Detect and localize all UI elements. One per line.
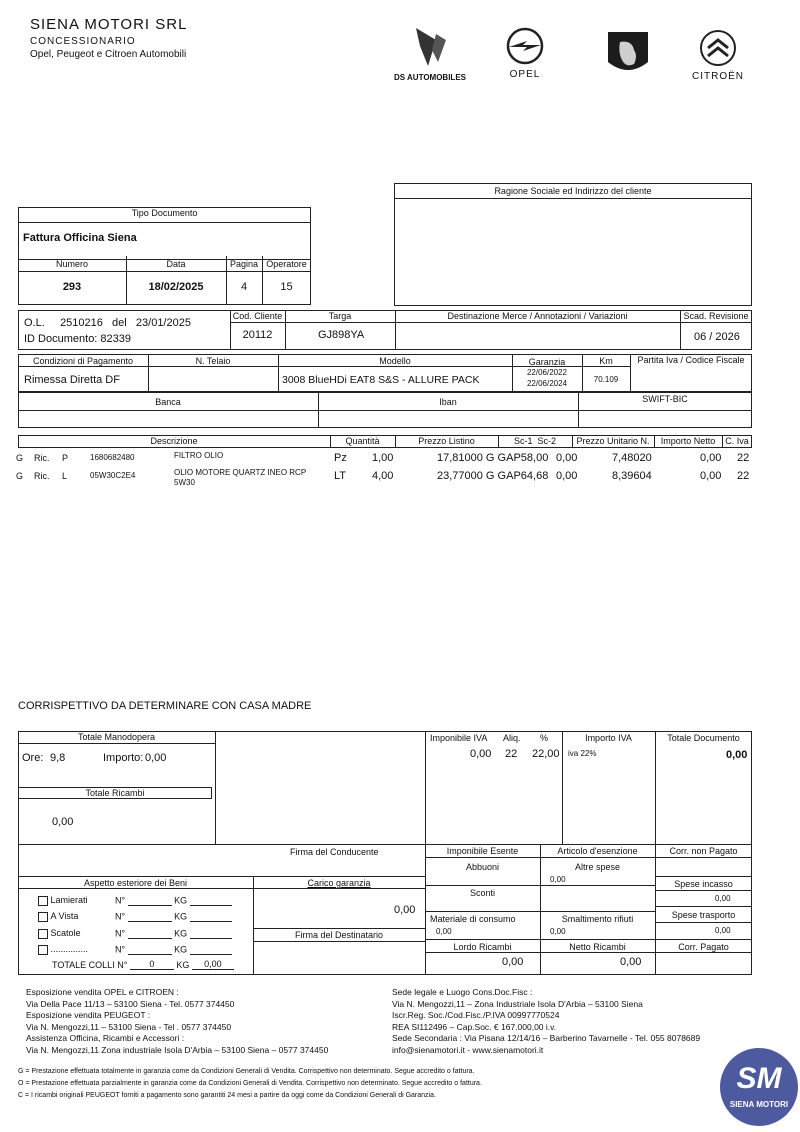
- opel-logo: [490, 26, 560, 80]
- totale-documento-label: Totale Documento: [667, 733, 740, 743]
- cod-cliente-label: Cod. Cliente: [232, 311, 283, 321]
- ds-logo: [385, 26, 475, 82]
- col-importo-netto: Importo Netto: [660, 436, 716, 446]
- item-desc: FILTRO OLIO: [174, 451, 224, 460]
- swift-label: SWIFT-BIC: [642, 394, 688, 404]
- company-brands: Opel, Peugeot e Citroen Automobili: [30, 49, 187, 60]
- totale-colli-n-label: N°: [117, 960, 128, 970]
- beni-n-field[interactable]: [128, 944, 172, 955]
- garanzia-value-1: 22/06/2022: [526, 368, 568, 377]
- beni-n-label: N°: [115, 944, 126, 955]
- firma-destinatario-label: Firma del Destinatario: [294, 930, 384, 940]
- imponibile-value: 0,00: [470, 748, 492, 760]
- item-unitario: 7,48020: [612, 452, 652, 464]
- company-block: [30, 16, 187, 60]
- condizioni-label: Condizioni di Pagamento: [32, 356, 134, 366]
- spese-incasso-label: Spese incasso: [674, 879, 733, 889]
- totale-colli-kg-label: KG: [176, 960, 190, 970]
- legend-line: O = Prestazione effettuata parzialmente in garanzia come da Condizioni Generali di Vendita. Corrispettivo non determinato. Segue accredito o fattura.: [18, 1080, 482, 1087]
- footer-left-line: Via N. Mengozzi,11 – 53100 Siena - Tel . 0577 374450: [26, 1021, 232, 1032]
- piva-label: Partita Iva / Codice Fiscale: [637, 355, 745, 365]
- footer-right-line: Sede legale e Luogo Cons.Doc.Fisc :: [392, 987, 533, 997]
- company-type: CONCESSIONARIO: [30, 36, 136, 47]
- banca-label: Banca: [155, 397, 181, 407]
- lamierati-checkbox[interactable]: [38, 896, 48, 906]
- spese-trasporto-label: Spese trasporto: [671, 910, 736, 920]
- legend: [18, 1066, 482, 1102]
- pagina-label: Pagina: [229, 259, 259, 269]
- beni-row-scatole: [38, 928, 232, 939]
- data-label: Data: [166, 259, 186, 269]
- item-g: G: [16, 471, 24, 481]
- ol-line2: ID Documento: 82339: [24, 333, 132, 345]
- cod-cliente-value: 20112: [242, 329, 273, 341]
- beni-kg-label: KG: [174, 895, 188, 906]
- footer-left-line: Esposizione vendita OPEL e CITROEN :: [26, 987, 179, 997]
- smaltimento-value: 0,00: [550, 927, 566, 936]
- item-ric: Ric.: [34, 471, 50, 481]
- siena-motori-stamp: [720, 1048, 798, 1126]
- targa-label: Targa: [328, 311, 352, 321]
- beni-kg-field[interactable]: [190, 911, 232, 922]
- beni-label: Lamierati: [50, 895, 88, 906]
- garanzia-value-2: 22/06/2024: [526, 379, 568, 388]
- pct-label: %: [540, 733, 549, 743]
- netto-ricambi-label: Netto Ricambi: [569, 942, 626, 952]
- item-iva: 22: [737, 470, 750, 482]
- beni-kg-field[interactable]: [190, 928, 232, 939]
- item-desc: OLIO MOTORE QUARTZ INEO RCP: [174, 468, 307, 477]
- operatore-label: Operatore: [266, 259, 307, 269]
- item-netto: 0,00: [700, 452, 722, 464]
- aspetto-label: Aspetto esteriore dei Beni: [83, 878, 188, 888]
- footer-left-line: Via N. Mengozzi,11 Zona industriale Isola D'Arbia – 53100 Siena – 0577 374450: [26, 1044, 329, 1055]
- beni-n-label: N°: [115, 895, 126, 906]
- totale-colli-label: TOTALE COLLI: [52, 960, 115, 970]
- condizioni-value: Rimessa Diretta DF: [24, 374, 120, 386]
- footer-right: [392, 987, 700, 1056]
- citroen-logo-icon: [698, 28, 738, 68]
- modello-value: 3008 BlueHDi EAT8 S&S - ALLURE PACK: [282, 374, 480, 386]
- modello-label: Modello: [379, 356, 411, 366]
- altre-spese-value: 0,00: [550, 875, 566, 884]
- numero-label: Numero: [55, 259, 88, 269]
- stamp-initials: SM: [736, 1062, 782, 1095]
- corrispettivo-note: CORRISPETTIVO DA DETERMINARE CON CASA MADRE: [18, 700, 312, 712]
- ds-logo-icon: [410, 26, 450, 70]
- spese-incasso-value: 0,00: [715, 894, 731, 903]
- importo-iva-label: Importo IVA: [585, 733, 632, 743]
- avista-checkbox[interactable]: [38, 912, 48, 922]
- ol-line1: O.L. 2510216 del 23/01/2025: [24, 317, 191, 329]
- beni-n-field[interactable]: [128, 895, 172, 906]
- totale-colli-kg: 0,00: [192, 959, 234, 970]
- ricambi-label: Totale Ricambi: [85, 788, 145, 798]
- imponibile-label: Imponibile IVA: [430, 733, 488, 743]
- item-um: LT: [334, 470, 347, 482]
- beni-n-label: N°: [115, 911, 126, 922]
- other-checkbox[interactable]: [38, 945, 48, 955]
- garanzia-label: Garanzia: [528, 357, 566, 367]
- legend-line: G = Prestazione effettuata totalmente in garanzia come da Condizioni Generali di Vendita. Corrispettivo non determinato. Segue accredito o fattura.: [18, 1068, 475, 1075]
- importo-value: 0,00: [145, 752, 167, 764]
- materiale-consumo-label: Materiale di consumo: [430, 914, 516, 924]
- scad-revisione-label: Scad. Revisione: [683, 311, 749, 321]
- item-desc2: 5W30: [174, 478, 195, 487]
- item-sc2: 0,00: [556, 470, 578, 482]
- sconti-label: Sconti: [469, 888, 495, 898]
- peugeot-logo: [598, 28, 658, 81]
- opel-logo-name: OPEL: [509, 69, 541, 80]
- footer-right-line: Via N. Mengozzi,11 – Zona Industriale Isola D'Arbia – 53100 Siena: [392, 998, 643, 1009]
- client-box: [394, 183, 752, 306]
- item-um: Pz: [334, 452, 347, 464]
- spese-trasporto-value: 0,00: [715, 926, 731, 935]
- legend-line: C = I ricambi originali PEUGEOT forniti a pagamento sono garantiti 24 mesi a partire da oggi come da Condizioni Generali di Garanzia.: [18, 1092, 436, 1099]
- carico-garanzia-label: Carico garanzia: [307, 878, 371, 888]
- tipo-documento-label: Tipo Documento: [19, 208, 310, 223]
- numero-value: 293: [62, 281, 82, 293]
- scad-revisione-value: 06 / 2026: [694, 331, 740, 343]
- aliq-value: 22: [505, 748, 518, 760]
- footer-left-line: Esposizione vendita PEUGEOT :: [26, 1010, 151, 1020]
- stamp-text: SIENA MOTORI: [729, 1100, 789, 1109]
- beni-n-field[interactable]: [128, 911, 172, 922]
- articolo-esenzione-label: Articolo d'esenzione: [557, 846, 638, 856]
- item-qty: 1,00: [372, 452, 394, 464]
- totale-colli-n: 0: [130, 959, 174, 970]
- materiale-consumo-value: 0,00: [436, 927, 452, 936]
- item-unitario: 8,39604: [612, 470, 652, 482]
- item-listino: 23,77000 G GAP64,68: [437, 470, 549, 482]
- peugeot-logo-icon: [604, 28, 652, 78]
- netto-ricambi-value: 0,00: [620, 956, 642, 968]
- ore-label: Ore:: [22, 752, 44, 764]
- citroen-logo: [678, 28, 758, 82]
- tipo-documento-value: Fattura Officina Siena: [19, 223, 310, 260]
- destinazione-label: Destinazione Merce / Annotazioni / Variazioni: [447, 311, 628, 321]
- pagina-value: 4: [240, 281, 248, 293]
- item-qty: 4,00: [372, 470, 394, 482]
- beni-kg-label: KG: [174, 911, 188, 922]
- footer-link[interactable]: info@sienamotori.it - www.sienamotori.it: [392, 1044, 544, 1055]
- col-descrizione: Descrizione: [150, 436, 198, 446]
- lordo-ricambi-label: Lordo Ricambi: [453, 942, 512, 952]
- importo-label: Importo:: [103, 752, 144, 764]
- col-sconti: Sc-1 Sc-2: [513, 436, 556, 446]
- company-name: SIENA MOTORI SRL: [30, 16, 188, 33]
- beni-kg-field[interactable]: [190, 895, 232, 906]
- item-listino: 17,81000 G GAP58,00: [437, 452, 549, 464]
- col-prezzo-unitario: Prezzo Unitario N.: [576, 436, 650, 446]
- item-sc2: 0,00: [556, 452, 578, 464]
- km-label: Km: [599, 356, 613, 366]
- carico-garanzia-value: 0,00: [394, 904, 416, 916]
- iban-label: Iban: [439, 397, 457, 407]
- abbuoni-label: Abbuoni: [465, 862, 500, 872]
- beni-row-lamierati: [38, 895, 232, 906]
- aliq-label: Aliq.: [503, 733, 521, 743]
- manodopera-label: Totale Manodopera: [77, 732, 156, 742]
- opel-logo-icon: [505, 26, 545, 66]
- ricambi-value: 0,00: [52, 816, 74, 828]
- beni-row-avista: [38, 911, 232, 922]
- footer-left-line: Assistenza Officina, Ricambi e Accessori :: [26, 1033, 185, 1043]
- altre-spese-label: Altre spese: [574, 862, 621, 872]
- col-iva: C. Iva: [725, 436, 749, 446]
- beni-label: ...............: [50, 944, 89, 955]
- operatore-value: 15: [280, 281, 293, 293]
- iva-note: iva 22%: [568, 749, 597, 758]
- ds-logo-name: DS AUTOMOBILES: [393, 73, 466, 82]
- targa-value: GJ898YA: [318, 329, 365, 341]
- beni-row-other: [38, 944, 232, 955]
- scatole-checkbox[interactable]: [38, 929, 48, 939]
- item-type: P: [62, 453, 69, 463]
- col-quantita: Quantità: [345, 436, 380, 446]
- item-ric: Ric.: [34, 453, 50, 463]
- footer-left-line: Via Della Pace 11/13 – 53100 Siena - Tel. 0577 374450: [26, 998, 235, 1009]
- totale-colli-row: [52, 959, 234, 970]
- beni-label: A Vista: [50, 911, 79, 922]
- item-iva: 22: [737, 452, 750, 464]
- item-code: 1680682480: [90, 453, 135, 462]
- beni-kg-label: KG: [174, 928, 188, 939]
- lordo-ricambi-value: 0,00: [502, 956, 524, 968]
- smaltimento-label: Smaltimento rifiuti: [561, 914, 634, 924]
- km-value: 70.109: [593, 375, 619, 384]
- footer-right-line: Iscr.Reg. Soc./Cod.Fisc./P.IVA 00997770524: [392, 1010, 560, 1020]
- imponibile-esente-label: Imponibile Esente: [446, 846, 519, 856]
- pct-value: 22,00: [532, 748, 560, 760]
- corr-pagato-label: Corr. Pagato: [678, 942, 729, 952]
- citroen-logo-name: CITROËN: [692, 71, 744, 82]
- beni-n-label: N°: [115, 928, 126, 939]
- footer-right-line: REA SI112496 – Cap.Soc. € 167.000,00 i.v.: [392, 1021, 557, 1032]
- footer-right-line: Sede Secondaria : Via Pisana 12/14/16 – Barberino Tavarnelle - Tel. 055 8078689: [392, 1033, 701, 1043]
- beni-label: Scatole: [50, 928, 81, 939]
- client-box-header: Ragione Sociale ed Indirizzo del cliente: [395, 184, 751, 199]
- ore-value: 9,8: [50, 752, 66, 764]
- telaio-label: N. Telaio: [195, 356, 231, 366]
- beni-n-field[interactable]: [128, 928, 172, 939]
- footer-left: [26, 987, 328, 1056]
- data-value: 18/02/2025: [148, 281, 204, 293]
- item-code: 05W30C2E4: [90, 471, 136, 480]
- beni-kg-field[interactable]: [190, 944, 232, 955]
- col-prezzo-listino: Prezzo Listino: [418, 436, 475, 446]
- item-g: G: [16, 453, 24, 463]
- item-netto: 0,00: [700, 470, 722, 482]
- item-type: L: [62, 471, 68, 481]
- corr-non-pagato-label: Corr. non Pagato: [669, 846, 738, 856]
- firma-conducente-label: Firma del Conducente: [290, 847, 379, 857]
- beni-kg-label: KG: [174, 944, 188, 955]
- totale-documento-value: 0,00: [726, 749, 748, 761]
